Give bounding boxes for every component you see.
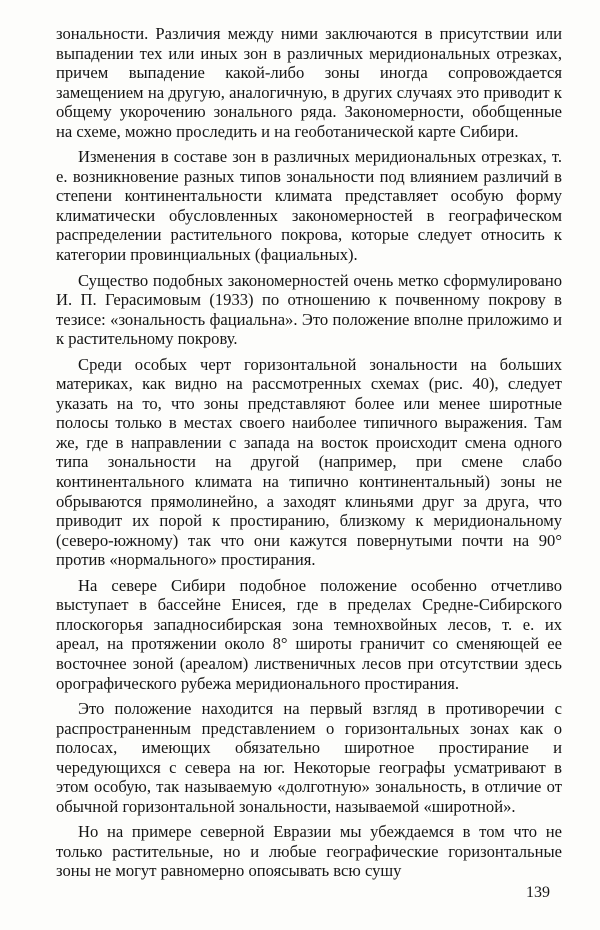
paragraph-1: зональности. Различия между ними заключаются в присутствии или выпадении тех или иных зон в различных меридиональных отрезках, причем выпадение какой-либо зоны иногда сопровождается замещением на другую, аналогичную, в других случаях это приводит к общему укорочению зонального ряда. Закономерности, обобщенные на схеме, можно проследить и на геоботанической карте Сибири. bbox=[56, 24, 562, 141]
paragraph-7: Но на примере северной Евразии мы убеждаемся в том что не только растительные, но и любые географические горизонтальные зоны не могут равномерно опоясывать всю сушу bbox=[56, 822, 562, 881]
page-body-text bbox=[56, 24, 562, 887]
paragraph-6: Это положение находится на первый взгляд в противоречии с распространенным представлением о горизонтальных зонах как о полосах, имеющих обязательно широтное простирание и чередующихся с севера на юг. Некоторые географы усматривают в этом особую, так называемую «долготную» зональность, в отличие от обычной горизонтальной зональности, называемой «широтной». bbox=[56, 699, 562, 816]
page-number: 139 bbox=[526, 884, 550, 901]
paragraph-5: На севере Сибири подобное положение особенно отчетливо выступает в бассейне Енисея, где в пределах Средне-Сибирского плоскогорья западносибирская зона темнохвойных лесов, т. е. их ареал, на протяжении около 8° широты граничит со сменяющей ее восточнее зоной (ареалом) лиственичных лесов при отсутствии здесь орографического рубежа меридионального простирания. bbox=[56, 575, 562, 693]
paragraph-2: Изменения в составе зон в различных меридиональных отрезках, т. е. возникновение разных типов зональности под влиянием различий в степени континентальности климата представляет особую форму климатически обусловленных закономерностей в географическом распределении растительного покрова, которые следует относить к категории провинциальных (фациальных). bbox=[56, 147, 562, 265]
paragraph-3: Существо подобных закономерностей очень метко сформулировано И. П. Герасимовым (1933) по отношению к почвенному покрову в тезисе: «зональность фациальна». Это положение вполне приложимо и к растительному покрову. bbox=[56, 270, 562, 349]
paragraph-4: Среди особых черт горизонтальной зональности на больших материках, как видно на рассмотренных схемах (рис. 40), следует указать на то, что зоны представляют более или менее широтные полосы только в местах своего наиболее типичного выражения. Там же, где в направлении с запада на восток происходит смена одного типа зональности на другой (например, при смене слабо континентального климата на типично континентальный) зоны не обрываются прямолинейно, а заходят клиньями друг за друга, что приводит их порой к простиранию, близкому к меридиональному (северо-южному) так что они кажутся повернутыми почти на 90° против «нормального» простирания. bbox=[56, 354, 562, 570]
